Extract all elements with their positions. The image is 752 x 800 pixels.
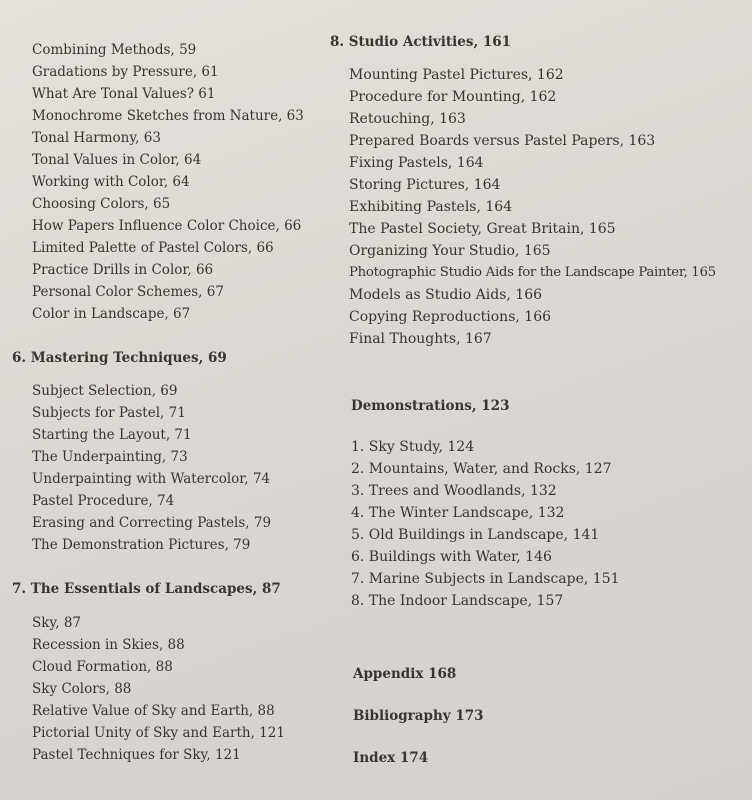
chapter-6-heading: 6. Mastering Techniques, 69 <box>12 350 227 366</box>
index-heading: Index 174 <box>353 750 429 766</box>
toc-entry: Cloud Formation, 88 <box>32 659 173 675</box>
toc-entry: Pastel Techniques for Sky, 121 <box>32 747 241 763</box>
toc-entry: Limited Palette of Pastel Colors, 66 <box>32 240 274 256</box>
toc-entry: How Papers Influence Color Choice, 66 <box>32 218 302 234</box>
toc-entry: 5. Old Buildings in Landscape, 141 <box>351 527 600 543</box>
toc-entry: Tonal Harmony, 63 <box>32 130 161 146</box>
chapter-8-heading: 8. Studio Activities, 161 <box>330 34 512 50</box>
toc-entry: Combining Methods, 59 <box>32 42 197 58</box>
chapter-7-heading: 7. The Essentials of Landscapes, 87 <box>12 581 281 597</box>
toc-entry: Prepared Boards versus Pastel Papers, 163 <box>349 133 656 149</box>
toc-entry: Photographic Studio Aids for the Landscape Painter, 165 <box>349 265 716 280</box>
bibliography-heading: Bibliography 173 <box>353 708 484 724</box>
toc-entry: What Are Tonal Values? 61 <box>32 86 216 102</box>
toc-entry: Subjects for Pastel, 71 <box>32 405 186 421</box>
toc-entry: Personal Color Schemes, 67 <box>32 284 224 300</box>
toc-entry: Storing Pictures, 164 <box>349 177 501 193</box>
toc-entry: Pastel Procedure, 74 <box>32 493 175 509</box>
toc-entry: Retouching, 163 <box>349 111 466 127</box>
toc-entry: Models as Studio Aids, 166 <box>349 287 543 303</box>
toc-entry: Color in Landscape, 67 <box>32 306 191 322</box>
toc-entry: Pictorial Unity of Sky and Earth, 121 <box>32 725 285 741</box>
appendix-heading: Appendix 168 <box>353 666 457 682</box>
toc-entry: The Demonstration Pictures, 79 <box>32 537 251 553</box>
toc-entry: 7. Marine Subjects in Landscape, 151 <box>351 571 620 587</box>
toc-entry: Organizing Your Studio, 165 <box>349 243 551 259</box>
toc-entry: Fixing Pastels, 164 <box>349 155 484 171</box>
toc-entry: Final Thoughts, 167 <box>349 331 492 347</box>
toc-entry: 1. Sky Study, 124 <box>351 439 475 455</box>
toc-entry: Practice Drills in Color, 66 <box>32 262 214 278</box>
toc-entry: Sky, 87 <box>32 615 82 631</box>
toc-entry: Working with Color, 64 <box>32 174 190 190</box>
toc-entry: Starting the Layout, 71 <box>32 427 192 443</box>
demonstrations-heading: Demonstrations, 123 <box>351 398 510 414</box>
toc-entry: Choosing Colors, 65 <box>32 196 171 212</box>
toc-entry: 8. The Indoor Landscape, 157 <box>351 593 564 609</box>
toc-entry: The Pastel Society, Great Britain, 165 <box>349 221 616 237</box>
toc-entry: Copying Reproductions, 166 <box>349 309 552 325</box>
toc-entry: Relative Value of Sky and Earth, 88 <box>32 703 275 719</box>
toc-entry: 6. Buildings with Water, 146 <box>351 549 552 565</box>
toc-entry: Sky Colors, 88 <box>32 681 132 697</box>
toc-entry: Monochrome Sketches from Nature, 63 <box>32 108 304 124</box>
toc-entry: Exhibiting Pastels, 164 <box>349 199 513 215</box>
toc-entry: Underpainting with Watercolor, 74 <box>32 471 270 487</box>
toc-entry: 2. Mountains, Water, and Rocks, 127 <box>351 461 612 477</box>
toc-entry: Tonal Values in Color, 64 <box>32 152 202 168</box>
toc-entry: Erasing and Correcting Pastels, 79 <box>32 515 272 531</box>
toc-entry: Gradations by Pressure, 61 <box>32 64 219 80</box>
toc-entry: Recession in Skies, 88 <box>32 637 185 653</box>
toc-entry: Mounting Pastel Pictures, 162 <box>349 67 564 83</box>
toc-entry: 3. Trees and Woodlands, 132 <box>351 483 557 499</box>
toc-entry: Subject Selection, 69 <box>32 383 178 399</box>
toc-entry: The Underpainting, 73 <box>32 449 188 465</box>
toc-entry: Procedure for Mounting, 162 <box>349 89 557 105</box>
toc-entry: 4. The Winter Landscape, 132 <box>351 505 565 521</box>
